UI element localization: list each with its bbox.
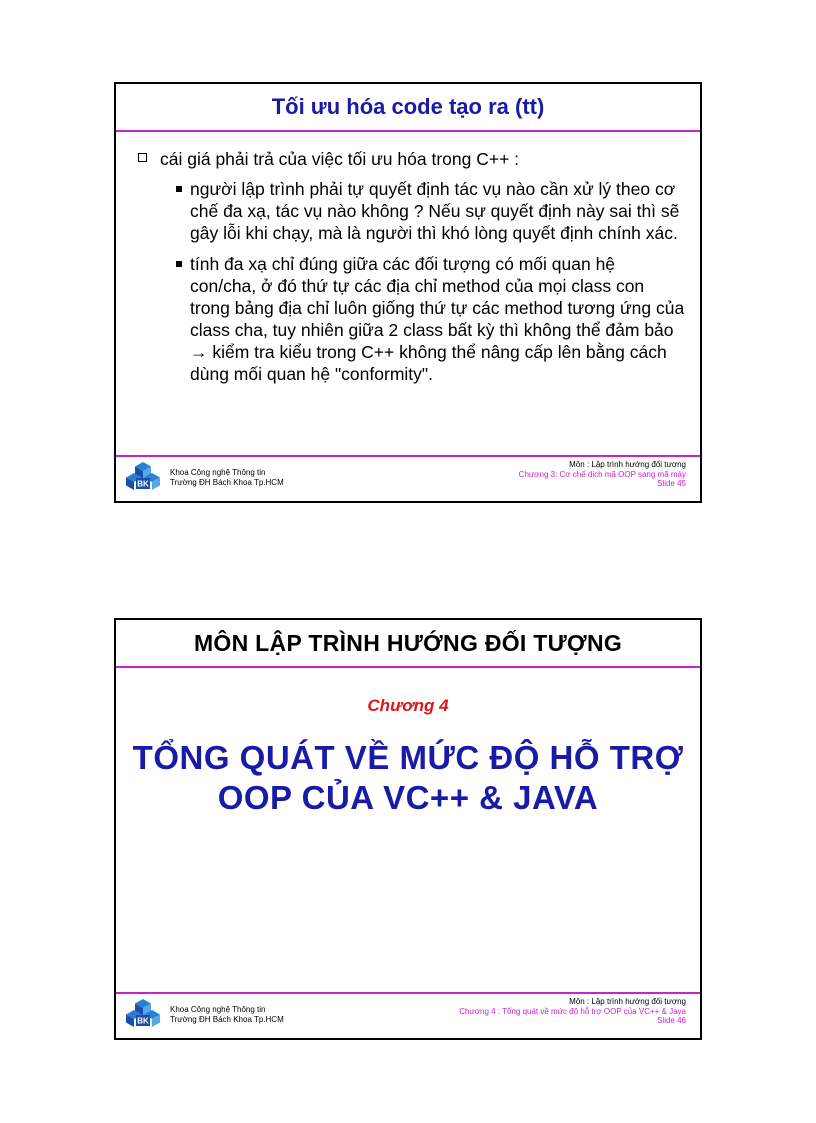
footer-course: Môn : Lập trình hướng đối tượng: [569, 460, 686, 469]
slide-footer: [116, 992, 700, 1038]
slide-title-bar: [116, 620, 700, 668]
bullet-level-2: [138, 178, 686, 244]
bk-logo-icon: [126, 461, 160, 495]
footer-course-info: [519, 460, 686, 489]
footer-faculty: Khoa Công nghệ Thông tin: [170, 1005, 266, 1014]
footer-faculty: Khoa Công nghệ Thông tin: [170, 468, 266, 477]
slide-46: [114, 618, 702, 1040]
sub-bullet-text: tính đa xạ chỉ đúng giữa các đối tượng có mối quan hệ con/cha, ở đó thứ tự các địa chỉ method của mọi class con trong bảng địa chỉ luôn giống thứ tự các method tương ứng của class cha, tuy nhiên giữa 2 class bất kỳ thì không thể đảm bảo → kiểm tra kiểu trong C++ không thể nâng cấp lên bằng cách dùng mối quan hệ "conformity".: [190, 254, 685, 384]
logo-text: BK: [137, 1016, 149, 1026]
slide-title: MÔN LẬP TRÌNH HƯỚNG ĐỐI TƯỢNG: [193, 629, 623, 656]
slide-45: [114, 82, 702, 503]
footer-course: Môn : Lập trình hướng đối tượng: [569, 997, 686, 1006]
bk-logo-icon: [126, 998, 160, 1032]
logo-text: BK: [137, 479, 149, 489]
bullet-level-1: [138, 148, 686, 170]
chapter-title: [116, 738, 700, 818]
slide-title-bar: [116, 84, 700, 132]
chapter-label: Chương 4: [367, 696, 449, 715]
footer-institution: [170, 1005, 284, 1025]
slide-body: [138, 148, 686, 394]
hollow-square-bullet-icon: [138, 153, 147, 162]
bullet-level-2: [138, 253, 686, 385]
chapter-title-line-2: OOP CỦA VC++ & JAVA: [217, 779, 599, 816]
bullet-text: cái giá phải trả của việc tối ưu hóa trong C++ :: [160, 149, 520, 169]
filled-square-bullet-icon: [176, 186, 182, 192]
slide-footer: [116, 455, 700, 501]
footer-chapter: Chương 4 : Tổng quát về mức độ hỗ trợ OOP của VC++ & Java: [459, 1006, 686, 1016]
footer-course-info: [459, 997, 686, 1026]
sub-bullet-text: người lập trình phải tự quyết định tác vụ nào cần xử lý theo cơ chế đa xạ, tác vụ nào không ? Nếu sự quyết định này sai thì sẽ gây lỗi khi chạy, mà là người thì khó lòng quyết định chính xác.: [190, 179, 680, 243]
footer-slide-number: Slide 46: [657, 1016, 686, 1025]
chapter-title-line-1: TỔNG QUÁT VỀ MỨC ĐỘ HỖ TRỢ: [132, 739, 684, 776]
slide-title: Tối ưu hóa code tạo ra (tt): [271, 94, 545, 119]
footer-university: Trường ĐH Bách Khoa Tp.HCM: [170, 478, 284, 487]
footer-university: Trường ĐH Bách Khoa Tp.HCM: [170, 1015, 284, 1024]
filled-square-bullet-icon: [176, 261, 182, 267]
footer-chapter: Chương 3: Cơ chế dịch mã OOP sang mã máy: [518, 469, 686, 479]
footer-institution: [170, 468, 284, 488]
footer-slide-number: Slide 45: [657, 479, 686, 488]
